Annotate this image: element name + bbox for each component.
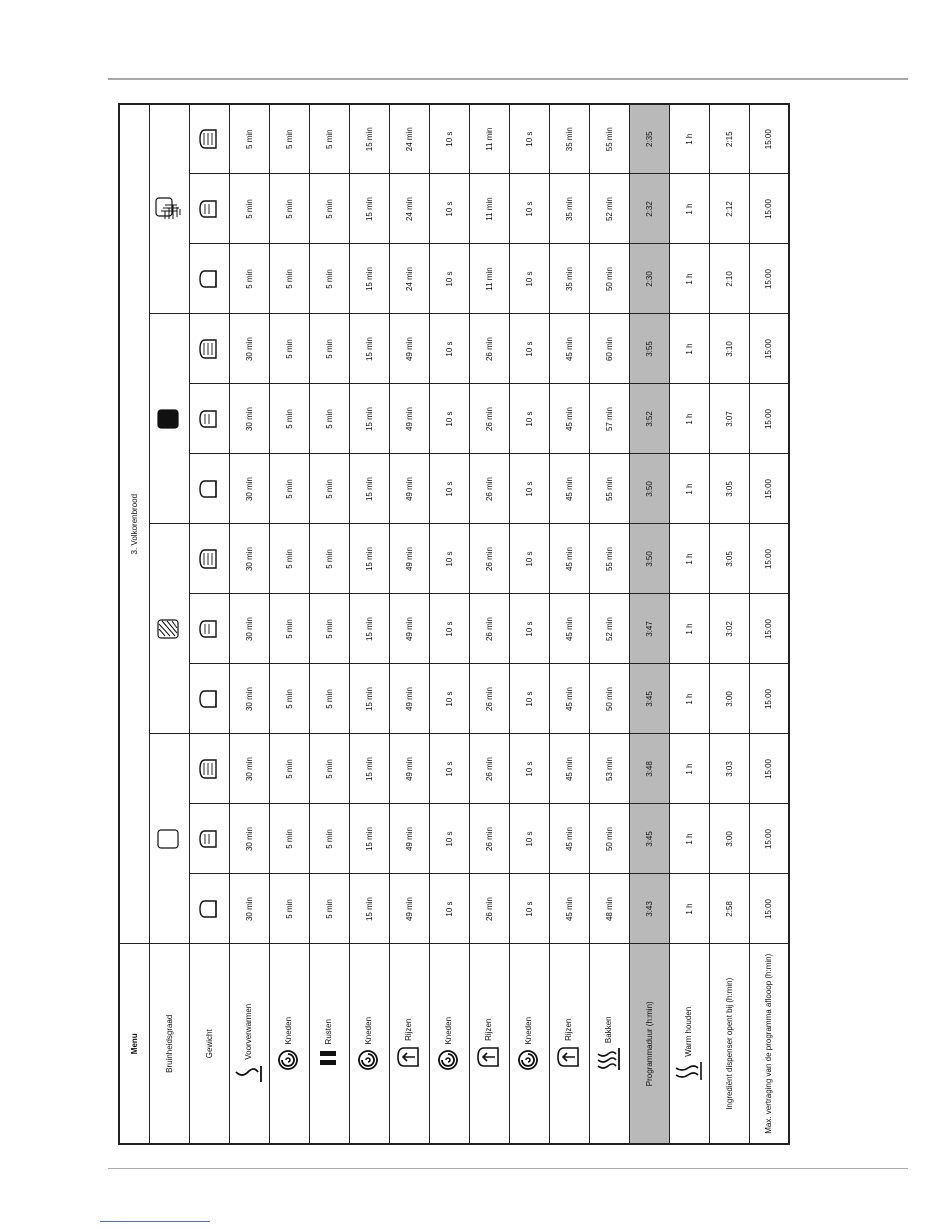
value-cell: 5 min <box>309 174 349 244</box>
knead-icon <box>517 1049 541 1071</box>
row-label-text: Rijzen <box>564 1018 574 1041</box>
value-cell: 52 min <box>589 594 629 664</box>
program-table-container <box>118 105 950 1134</box>
loaf-large-icon <box>199 338 219 360</box>
value-cell: 3:47 <box>629 594 669 664</box>
value-cell: 3:45 <box>629 804 669 874</box>
table-row <box>429 104 469 1144</box>
value-cell: 24 min <box>389 104 429 174</box>
table-row <box>669 104 709 1144</box>
value-cell: 53 min <box>589 734 629 804</box>
value-cell: 35 min <box>549 244 589 314</box>
row-label-text: Kneden <box>524 1016 534 1045</box>
value-cell: 49 min <box>389 734 429 804</box>
table-row <box>269 104 309 1144</box>
value-cell: 15:00 <box>749 594 789 664</box>
browning-medium-icon <box>157 619 181 639</box>
row-label-text: Kneden <box>364 1016 374 1045</box>
value-cell: 15:00 <box>749 804 789 874</box>
value-cell: 1 h <box>669 314 709 384</box>
value-cell: 5 min <box>309 454 349 524</box>
value-cell: 5 min <box>269 104 309 174</box>
value-cell: 5 min <box>309 804 349 874</box>
value-cell: 30 min <box>229 664 269 734</box>
value-cell: 45 min <box>549 454 589 524</box>
row-label <box>549 944 589 1144</box>
loaf-small-icon <box>199 688 219 710</box>
loaf-medium-icon <box>199 198 219 220</box>
weight-label: Gewicht <box>189 944 229 1144</box>
bake-icon <box>596 1047 622 1071</box>
value-cell: 15:00 <box>749 734 789 804</box>
weight-cell <box>189 314 229 384</box>
row-label <box>309 944 349 1144</box>
weight-cell <box>189 874 229 944</box>
row-label <box>749 944 789 1144</box>
value-cell: 2:15 <box>709 104 749 174</box>
browning-level-cell <box>149 104 189 314</box>
value-cell: 15 min <box>349 594 389 664</box>
value-cell: 15 min <box>349 734 389 804</box>
value-cell: 11 min <box>469 244 509 314</box>
value-cell: 49 min <box>389 454 429 524</box>
value-cell: 49 min <box>389 664 429 734</box>
value-cell: 10 s <box>509 594 549 664</box>
value-cell: 3:00 <box>709 664 749 734</box>
value-cell: 11 min <box>469 174 509 244</box>
weight-cell <box>189 594 229 664</box>
row-label <box>509 944 549 1144</box>
value-cell: 1 h <box>669 664 709 734</box>
value-cell: 10 s <box>429 174 469 244</box>
row-label-text: Max. vertraging van de programma aflooop (h:min) <box>764 953 774 1134</box>
row-label <box>429 944 469 1144</box>
value-cell: 10 s <box>509 804 549 874</box>
browning-light-icon <box>157 829 181 849</box>
table-row <box>749 104 789 1144</box>
value-cell: 30 min <box>229 594 269 664</box>
value-cell: 5 min <box>309 524 349 594</box>
value-cell: 5 min <box>309 594 349 664</box>
value-cell: 49 min <box>389 874 429 944</box>
value-cell: 5 min <box>309 384 349 454</box>
row-label-text: Rijzen <box>484 1018 494 1041</box>
value-cell: 1 h <box>669 734 709 804</box>
program-table <box>118 103 790 1145</box>
value-cell: 3:00 <box>709 804 749 874</box>
row-label <box>389 944 429 1144</box>
value-cell: 10 s <box>509 734 549 804</box>
value-cell: 57 min <box>589 384 629 454</box>
value-cell: 15 min <box>349 874 389 944</box>
row-label <box>469 944 509 1144</box>
value-cell: 30 min <box>229 734 269 804</box>
value-cell: 3:05 <box>709 454 749 524</box>
weight-cell <box>189 664 229 734</box>
value-cell: 5 min <box>309 664 349 734</box>
value-cell: 5 min <box>269 244 309 314</box>
value-cell: 5 min <box>269 804 309 874</box>
value-cell: 15 min <box>349 104 389 174</box>
value-cell: 10 s <box>509 314 549 384</box>
browning-label: Bruinheidsgraad <box>149 944 189 1144</box>
row-label <box>349 944 389 1144</box>
value-cell: 45 min <box>549 524 589 594</box>
value-cell: 1 h <box>669 174 709 244</box>
value-cell: 49 min <box>389 804 429 874</box>
value-cell: 10 s <box>429 734 469 804</box>
weight-cell <box>189 804 229 874</box>
value-cell: 30 min <box>229 384 269 454</box>
browning-level-cell <box>149 734 189 944</box>
loaf-medium-icon <box>199 618 219 640</box>
weight-cell <box>189 174 229 244</box>
value-cell: 15 min <box>349 244 389 314</box>
rise-icon <box>477 1045 501 1069</box>
loaf-large-icon <box>199 548 219 570</box>
value-cell: 30 min <box>229 874 269 944</box>
value-cell: 10 s <box>429 594 469 664</box>
browning-level-cell <box>149 314 189 524</box>
value-cell: 10 s <box>509 524 549 594</box>
value-cell: 10 s <box>509 244 549 314</box>
value-cell: 15:00 <box>749 174 789 244</box>
row-label-text: Kneden <box>284 1016 294 1045</box>
row-label-text: Voorverwarmen <box>244 1003 254 1060</box>
value-cell: 55 min <box>589 454 629 524</box>
value-cell: 26 min <box>469 804 509 874</box>
footer-rule <box>108 1168 908 1169</box>
value-cell: 30 min <box>229 314 269 384</box>
knead-icon <box>357 1049 381 1071</box>
value-cell: 3:10 <box>709 314 749 384</box>
value-cell: 10 s <box>509 454 549 524</box>
value-cell: 5 min <box>269 174 309 244</box>
value-cell: 26 min <box>469 454 509 524</box>
value-cell: 5 min <box>269 664 309 734</box>
value-cell: 55 min <box>589 104 629 174</box>
value-cell: 5 min <box>229 104 269 174</box>
value-cell: 15:00 <box>749 104 789 174</box>
value-cell: 2:12 <box>709 174 749 244</box>
row-label <box>229 944 269 1144</box>
table-row <box>629 104 669 1144</box>
rise-icon <box>397 1045 421 1069</box>
value-cell: 10 s <box>509 174 549 244</box>
loaf-small-icon <box>199 478 219 500</box>
value-cell: 1 h <box>669 874 709 944</box>
value-cell: 2:58 <box>709 874 749 944</box>
value-cell: 15 min <box>349 664 389 734</box>
value-cell: 49 min <box>389 384 429 454</box>
table-row <box>229 104 269 1144</box>
value-cell: 24 min <box>389 244 429 314</box>
value-cell: 26 min <box>469 314 509 384</box>
value-cell: 26 min <box>469 594 509 664</box>
row-label-text: Bakken <box>604 1016 614 1044</box>
value-cell: 15 min <box>349 804 389 874</box>
value-cell: 11 min <box>469 104 509 174</box>
value-cell: 30 min <box>229 454 269 524</box>
value-cell: 1 h <box>669 384 709 454</box>
table-row <box>469 104 509 1144</box>
header-rule <box>108 78 908 80</box>
value-cell: 35 min <box>549 174 589 244</box>
value-cell: 50 min <box>589 244 629 314</box>
row-label-text: Programmaduur (h:min) <box>644 1001 654 1087</box>
value-cell: 5 min <box>269 314 309 384</box>
value-cell: 1 h <box>669 454 709 524</box>
menu-title: Menu <box>119 944 149 1144</box>
value-cell: 3:48 <box>629 734 669 804</box>
value-cell: 35 min <box>549 104 589 174</box>
value-cell: 10 s <box>429 804 469 874</box>
footer-link-underline <box>100 1221 210 1222</box>
loaf-small-icon <box>199 268 219 290</box>
value-cell: 45 min <box>549 314 589 384</box>
row-label <box>709 944 749 1144</box>
weight-cell <box>189 524 229 594</box>
value-cell: 45 min <box>549 594 589 664</box>
table-row <box>589 104 629 1144</box>
value-cell: 10 s <box>509 104 549 174</box>
value-cell: 5 min <box>269 734 309 804</box>
value-cell: 3:02 <box>709 594 749 664</box>
value-cell: 15:00 <box>749 384 789 454</box>
row-label <box>629 944 669 1144</box>
value-cell: 45 min <box>549 804 589 874</box>
value-cell: 50 min <box>589 804 629 874</box>
weight-cell <box>189 244 229 314</box>
value-cell: 45 min <box>549 734 589 804</box>
value-cell: 15:00 <box>749 314 789 384</box>
value-cell: 60 min <box>589 314 629 384</box>
value-cell: 2:10 <box>709 244 749 314</box>
table-row <box>549 104 589 1144</box>
loaf-large-icon <box>199 758 219 780</box>
weight-cell <box>189 384 229 454</box>
value-cell: 5 min <box>309 104 349 174</box>
value-cell: 26 min <box>469 874 509 944</box>
value-cell: 5 min <box>269 594 309 664</box>
loaf-small-icon <box>199 898 219 920</box>
value-cell: 49 min <box>389 524 429 594</box>
value-cell: 5 min <box>309 244 349 314</box>
value-cell: 49 min <box>389 594 429 664</box>
table-row <box>389 104 429 1144</box>
value-cell: 15 min <box>349 384 389 454</box>
value-cell: 10 s <box>509 874 549 944</box>
table-row <box>309 104 349 1144</box>
value-cell: 10 s <box>429 664 469 734</box>
value-cell: 3:45 <box>629 664 669 734</box>
value-cell: 3:03 <box>709 734 749 804</box>
value-cell: 5 min <box>269 874 309 944</box>
weight-cell <box>189 734 229 804</box>
value-cell: 55 min <box>589 524 629 594</box>
value-cell: 26 min <box>469 384 509 454</box>
value-cell: 30 min <box>229 524 269 594</box>
value-cell: 10 s <box>429 874 469 944</box>
table-row <box>709 104 749 1144</box>
rest-icon <box>318 1048 340 1068</box>
value-cell: 2:35 <box>629 104 669 174</box>
value-cell: 1 h <box>669 804 709 874</box>
value-cell: 15 min <box>349 314 389 384</box>
table-row <box>349 104 389 1144</box>
value-cell: 1 h <box>669 594 709 664</box>
value-cell: 10 s <box>429 314 469 384</box>
row-label-text: Ingrediënt dispenser opent bij (h:min) <box>724 977 734 1110</box>
value-cell: 5 min <box>229 174 269 244</box>
value-cell: 15:00 <box>749 244 789 314</box>
value-cell: 10 s <box>429 104 469 174</box>
loaf-medium-icon <box>199 408 219 430</box>
keep-warm-icon <box>674 1061 704 1081</box>
knead-icon <box>277 1049 301 1071</box>
loaf-medium-icon <box>199 828 219 850</box>
rise-icon <box>557 1045 581 1069</box>
value-cell: 45 min <box>549 384 589 454</box>
value-cell: 10 s <box>509 384 549 454</box>
value-cell: 3:55 <box>629 314 669 384</box>
value-cell: 15:00 <box>749 454 789 524</box>
value-cell: 5 min <box>269 454 309 524</box>
value-cell: 15:00 <box>749 524 789 594</box>
value-cell: 1 h <box>669 524 709 594</box>
value-cell: 48 min <box>589 874 629 944</box>
value-cell: 3:50 <box>629 524 669 594</box>
value-cell: 15 min <box>349 174 389 244</box>
browning-level-cell <box>149 524 189 734</box>
value-cell: 10 s <box>429 244 469 314</box>
row-label-text: Rijzen <box>404 1018 414 1041</box>
value-cell: 2:30 <box>629 244 669 314</box>
browning-rapid-icon <box>155 197 183 221</box>
value-cell: 50 min <box>589 664 629 734</box>
value-cell: 30 min <box>229 804 269 874</box>
row-label-text: Warm houden <box>684 1006 694 1057</box>
value-cell: 3:43 <box>629 874 669 944</box>
value-cell: 1 h <box>669 104 709 174</box>
value-cell: 5 min <box>269 384 309 454</box>
value-cell: 10 s <box>429 384 469 454</box>
value-cell: 3:07 <box>709 384 749 454</box>
value-cell: 45 min <box>549 874 589 944</box>
value-cell: 52 min <box>589 174 629 244</box>
value-cell: 10 s <box>429 524 469 594</box>
value-cell: 26 min <box>469 664 509 734</box>
loaf-large-icon <box>199 128 219 150</box>
value-cell: 49 min <box>389 314 429 384</box>
value-cell: 15:00 <box>749 874 789 944</box>
value-cell: 2:32 <box>629 174 669 244</box>
value-cell: 5 min <box>309 734 349 804</box>
weight-cell <box>189 454 229 524</box>
row-label <box>669 944 709 1144</box>
row-label <box>269 944 309 1144</box>
value-cell: 3:52 <box>629 384 669 454</box>
browning-dark-icon <box>157 409 181 429</box>
row-label-text: Kneden <box>444 1016 454 1045</box>
value-cell: 10 s <box>509 664 549 734</box>
value-cell: 15 min <box>349 454 389 524</box>
value-cell: 26 min <box>469 524 509 594</box>
row-label <box>589 944 629 1144</box>
value-cell: 15:00 <box>749 664 789 734</box>
value-cell: 10 s <box>429 454 469 524</box>
weight-cell <box>189 104 229 174</box>
value-cell: 26 min <box>469 734 509 804</box>
value-cell: 5 min <box>269 524 309 594</box>
value-cell: 45 min <box>549 664 589 734</box>
value-cell: 3:05 <box>709 524 749 594</box>
value-cell: 5 min <box>229 244 269 314</box>
value-cell: 5 min <box>309 314 349 384</box>
table-row <box>509 104 549 1144</box>
value-cell: 3:50 <box>629 454 669 524</box>
value-cell: 1 h <box>669 244 709 314</box>
row-label-text: Rusten <box>324 1019 334 1045</box>
preheat-icon <box>234 1064 264 1084</box>
value-cell: 5 min <box>309 874 349 944</box>
value-cell: 24 min <box>389 174 429 244</box>
value-cell: 15 min <box>349 524 389 594</box>
knead-icon <box>437 1049 461 1071</box>
program-title: 3. Volkorenbrood <box>119 104 149 944</box>
